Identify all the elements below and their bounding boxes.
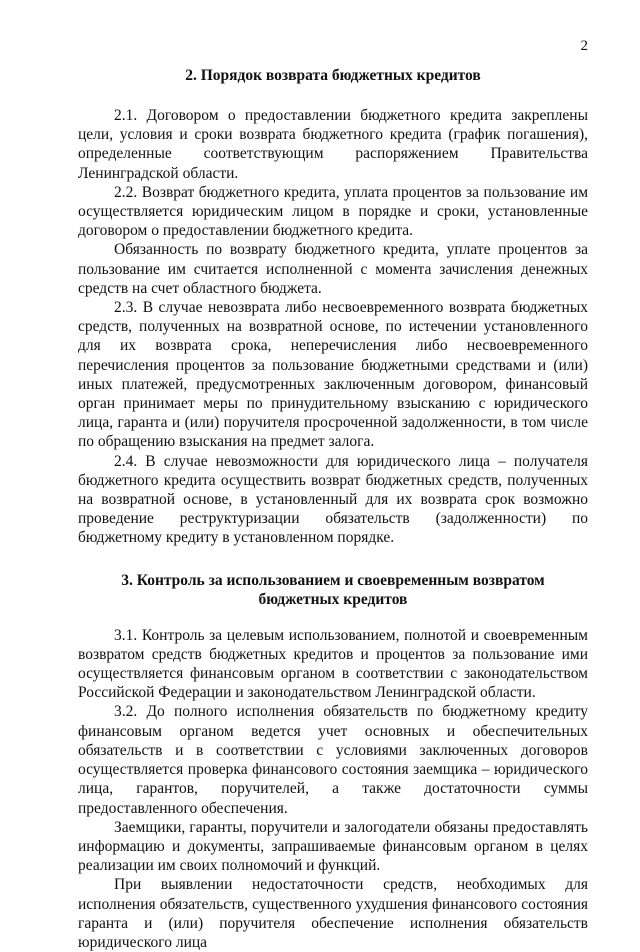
section-2-title: 2. Порядок возврата бюджетных кредитов xyxy=(185,67,481,84)
paragraph-2-4: 2.4. В случае невозможности для юридического лица – получателя бюджетного кредита осуществить возврат бюджетных средств, полученных на возвратной основе, в установленный для их возврата срок возможно проведение реструктуризации обязательств (задолженности) по бюджетному кредиту в установленном порядке. xyxy=(78,452,588,547)
paragraph-2-1: 2.1. Договором о предоставлении бюджетного кредита закреплены цели, условия и сроки возврата бюджетного кредита (график погашения), определенные соответствующим распоряжением Правительства Ленинградской области. xyxy=(78,107,588,182)
paragraph-2-3: 2.3. В случае невозврата либо несвоевременного возврата бюджетных средств, полученных на возвратной основе, по истечении установленного для их возврата срока, неперечисления либо несвоевременного перечисления процентов за пользование бюджетными средствами и (или) иных платежей, предусмотренных заключенным договором, финансовый орган принимает меры по принудительному взысканию с юридического лица, гаранта и (или) поручителя просроченной задолженности, в том числе по обращению взыскания на предмет залога. xyxy=(78,299,588,451)
page-number: 2 xyxy=(580,38,588,54)
paragraph-3-2-insufficiency: При выявлении недостаточности средств, необходимых для исполнения обязательств, существенного ухудшения финансового состояния гаранта и (или) поручителя обеспечение исполнения обязательств юридического лица xyxy=(78,876,588,951)
paragraph-2-2: 2.2. Возврат бюджетного кредита, уплата процентов за пользование им осуществляется юридическим лицом в порядке и сроки, установленные договором о предоставлении бюджетного кредита. xyxy=(78,183,588,240)
paragraph-3-2-information: Заемщики, гаранты, поручители и залогодатели обязаны предоставлять информацию и документы, запрашиваемые финансовым органом в целях реализации им своих полномочий и функций. xyxy=(78,818,588,875)
document-body xyxy=(78,66,588,952)
paragraph-2-2-obligation: Обязанность по возврату бюджетного кредита, уплате процентов за пользование им считается исполненной с момента зачисления денежных средств на счет областного бюджета. xyxy=(78,241,588,297)
section-3-title-line-2: бюджетных кредитов xyxy=(258,590,408,608)
paragraph-3-2: 3.2. До полного исполнения обязательств по бюджетному кредиту финансовым органом ведется учет основных и обеспечительных обязательств и в соответствии с условиями заключенных договоров осуществляется проверка финансового состояния заемщика – юридического лица, гарантов, поручителей, а также достаточности суммы предоставленного обеспечения. xyxy=(78,703,588,817)
section-3-title xyxy=(78,571,588,609)
section-3-title-line-1: 3. Контроль за использованием и своевременным возвратом xyxy=(121,571,545,589)
paragraph-3-1: 3.1. Контроль за целевым использованием, полнотой и своевременным возвратом средств бюджетных кредитов и процентов за пользование ими осуществляется финансовым органом в соответствии с законодательством Российской Федерации и законодательством Ленинградской области. xyxy=(78,626,588,702)
